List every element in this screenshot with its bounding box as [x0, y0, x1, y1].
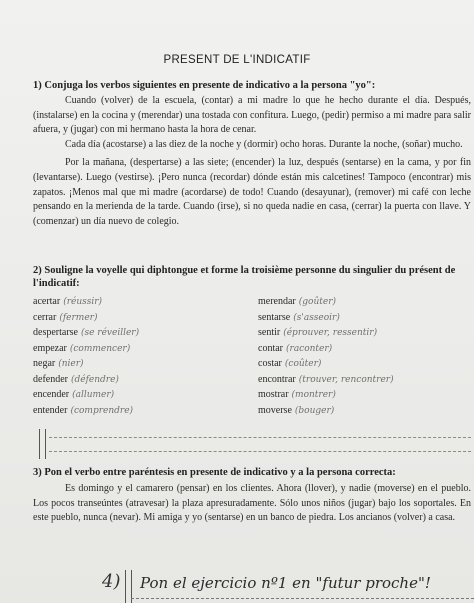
- answer-lines: [33, 429, 471, 459]
- verb-right-entry: moverse (bouger): [258, 404, 335, 416]
- section1-paragraph-1: Cuando (volver) de la escuela, (contar) a mi madre lo que he hecho durante el día. Después, (instalarse) en la cocina y (merendar) una tostada con confitura. Luego, (pedir) permiso a mi madre para salir afuera, y (jugar) con mi hermano hasta la hora de cenar.: [33, 95, 471, 136]
- section4-number: 4): [102, 571, 121, 592]
- verb-right-entry: sentir (éprouver, ressentir): [258, 327, 378, 338]
- verb-right-entry: contar (raconter): [258, 342, 333, 354]
- verb-left-entry: despertarse (se réveiller): [33, 327, 140, 338]
- section3-text: [33, 482, 471, 526]
- verb-left-entry: cerrar (fermer): [33, 311, 98, 323]
- answer-line: [49, 451, 471, 452]
- margin-bar: [39, 429, 40, 459]
- verb-left-entry: acertar (réussir): [33, 296, 103, 307]
- verb-left-entry: defender (défendre): [33, 373, 119, 385]
- verb-row: [33, 405, 463, 420]
- verb-left-entry: encender (allumer): [33, 389, 115, 400]
- section1-paragraph-3: Por la mañana, (despertarse) a las siete; (encender) la luz, después (sentarse) en la cama, y por fin (levantarse). Luego (vestirse). ¡Pero nunca (recordar) dónde están mis calcetines! Tampoco (encontrar) mis zapatos. ¡Menos mal que mi madre (acordarse) de todo! Cuando (desayunar), (remover) mi café con leche pensando en la merienda de la tarde. Cuando (irse), si no queda nadie en casa, (cerrar) la puerta con llave. Y (comenzar) un día nuevo de colegio.: [33, 157, 471, 227]
- verb-right-entry: encontrar (trouver, rencontrer): [258, 373, 394, 385]
- verb-right-entry: costar (coûter): [258, 358, 322, 369]
- margin-bar: [45, 429, 46, 459]
- verb-left-entry: negar (nier): [33, 358, 84, 369]
- section3-heading: 3) Pon el verbo entre paréntesis en presente de indicativo y a la persona correcta:: [33, 467, 396, 478]
- verb-right-entry: merendar (goûter): [258, 296, 337, 307]
- answer-line: [131, 598, 474, 599]
- verb-left-entry: empezar (commencer): [33, 342, 131, 354]
- section1-heading: 1) Conjuga los verbos siguientes en presente de indicativo a la persona "yo":: [33, 80, 376, 91]
- section4-instruction: Pon el ejercicio nº1 en "futur proche"!: [140, 574, 431, 592]
- verb-right-entry: mostrar (montrer): [258, 389, 336, 400]
- section3-paragraph: Es domingo y el camarero (pensar) en los clientes. Ahora (llover), y nadie (moverse) en el pueblo. Los pocos transeúntes (atravesar) la plaza apresuradamente. Sólo unos niños (jugar) bajo los soportales. En este pueblo, nunca (nevar). Mi amiga y yo (sentarse) en un banco de piedra. Los ancianos (volver) a casa.: [33, 483, 471, 524]
- verb-row: [33, 358, 463, 373]
- verb-row: [33, 343, 463, 358]
- verb-row: [33, 389, 463, 404]
- verb-row: [33, 327, 463, 342]
- page-title: PRESENT DE L'INDICATIF: [163, 54, 311, 66]
- verb-right-entry: sentarse (s'asseoir): [258, 311, 340, 323]
- section2-heading: 2) Souligne la voyelle qui diphtongue et forme la troisième personne du singulier du présent de l'indicatif:: [33, 265, 456, 289]
- section1-paragraph-2: Cada día (acostarse) a las diez de la noche y (dormir) ocho horas. Durante la noche, (soñar) mucho.: [65, 138, 463, 150]
- answer-line: [49, 437, 471, 438]
- verb-row: [33, 296, 463, 311]
- verb-row: [33, 374, 463, 389]
- verb-left-entry: entender (comprendre): [33, 404, 134, 416]
- verb-row: [33, 312, 463, 327]
- margin-bar: [125, 570, 126, 603]
- section1-text: [33, 94, 471, 229]
